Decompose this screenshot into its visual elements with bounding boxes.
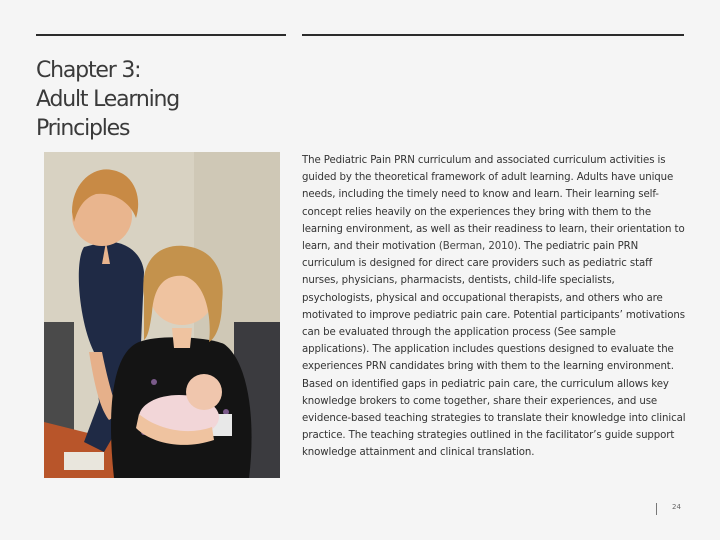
title-rule (36, 34, 286, 36)
title-line-1: Chapter 3: (36, 58, 141, 83)
page-number: 24 (672, 503, 681, 511)
citation-link[interactable]: (Berman, 2010) (438, 241, 518, 253)
body-text-part-2: . The pediatric pain PRN curriculum is designed for direct care providers such as pediatric staff nurses, physicians, pharmacists, dentists, child-life specialists, psychologists, physical and occupational therapists, and others who are motivated to improve pediatric pain care. Potential participants’ motivations can be evaluated through the application process (See sample applications). The application includes questions designed to evaluate the experiences PRN candidates bring with them to the learning environment. Based on identified gaps in pediatric pain care, the curriculum allows key knowledge brokers to come together, share their experiences, and use evidence-based teaching strategies to translate their knowledge into clinical practice. The teaching strategies outlined in the facilitator’s guide support knowledge attainment and clinical translation. (302, 241, 686, 459)
title-line-2: Adult Learning (36, 87, 180, 112)
photo-nurses-with-infant (44, 152, 280, 478)
page-title (36, 56, 276, 143)
body-paragraph (302, 152, 686, 462)
photo-illustration (44, 152, 280, 478)
content-rule (302, 34, 684, 36)
footer-divider (656, 503, 657, 515)
body-text-part-1: The Pediatric Pain PRN curriculum and associated curriculum activities is guided by the theoretical framework of adult learning. Adults have unique needs, including the timely need to know and learn. Their learning self-concept relies heavily on the experiences they bring with them to the learning environment, as well as their readiness to learn, their orientation to learn, and their motivation (302, 155, 685, 253)
title-line-3: Principles (36, 116, 130, 141)
